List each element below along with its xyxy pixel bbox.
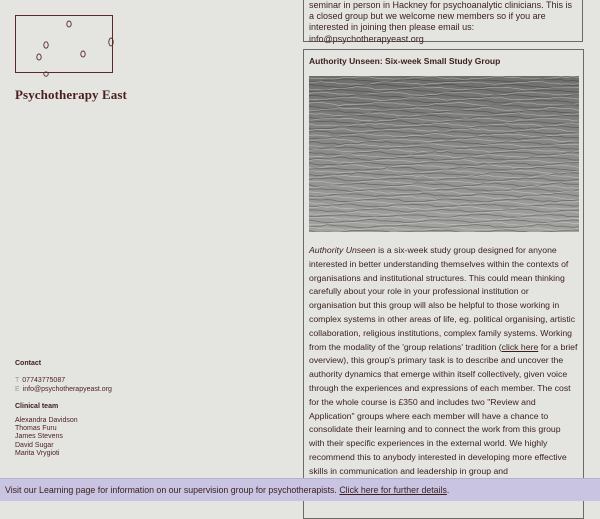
notice-bar	[0, 478, 600, 501]
main-content	[300, 0, 600, 501]
contact-phone[interactable]	[15, 377, 65, 386]
event-description	[309, 244, 578, 479]
email-link[interactable]: info@psychotherapyeast.org	[22, 386, 112, 393]
site-logo[interactable]	[15, 15, 113, 73]
contact-email[interactable]	[15, 386, 112, 395]
ellipses-logo-icon	[16, 16, 114, 74]
event-description-part2: for a brief overview), this group's primary task is to describe and uncover the authority dynamics that emerge within itself collectively, given voice through the experiences and expressions of each member. The cost for the whole course is £350 and includes two "Review and Application" groups where each member will have a chance to consolidate their learning and to connect the work from this group with their specific experiences in the external world. We highly recommend this to anybody interested in developing more effective skills in communication and leadership in group and	[309, 341, 578, 476]
team-member[interactable]: James Stevens	[15, 433, 63, 441]
overview-link[interactable]: click here	[501, 341, 539, 352]
event-name-italic: Authority Unseen	[309, 245, 376, 255]
event-card	[303, 49, 584, 519]
sidebar	[0, 0, 300, 501]
team-heading: Clinical team	[15, 403, 59, 410]
sea-waves-image	[309, 76, 579, 232]
team-list	[15, 417, 78, 458]
event-title: Authority Unseen: Six-week Small Study Group	[309, 56, 501, 66]
team-member[interactable]: Marita Vrygioti	[15, 449, 60, 457]
previous-event-card	[303, 0, 583, 42]
site-title[interactable]: Psychotherapy East	[15, 87, 127, 102]
phone-number[interactable]: 07743775087	[22, 377, 66, 384]
notice-suffix: .	[446, 485, 450, 495]
team-member[interactable]: David Sugar	[15, 441, 54, 449]
notice-details-link[interactable]: Click here for further details	[339, 485, 447, 495]
event-description-part1: is a six-week study group designed for anyone interested in better understanding themselves within the contexts of organisations and institutional structures. This could mean thinking carefully about your role in your professional institution or organisation but this group will also be helpful to those working in complex systems in other areas of life, eg. political organising, artistic collaboration, religious institutions, complex family systems. Working from the modality of the 'group relations' tradition (	[309, 245, 576, 352]
previous-event-text: seminar in person in Hackney for psychoanalytic clinicians. This is a closed group but we welcome new members so if you are interested in joining then please email us: info@psychotherapyeast.org	[309, 0, 572, 44]
email-prefix: E	[15, 386, 20, 393]
team-member[interactable]: Thomas Furu	[15, 425, 57, 433]
phone-prefix: T	[15, 377, 20, 384]
notice-text: Visit our Learning page for information on our supervision group for psychotherapists.	[5, 485, 340, 495]
contact-heading: Contact	[15, 360, 42, 367]
team-member[interactable]: Alexandra Davidson	[15, 417, 78, 424]
